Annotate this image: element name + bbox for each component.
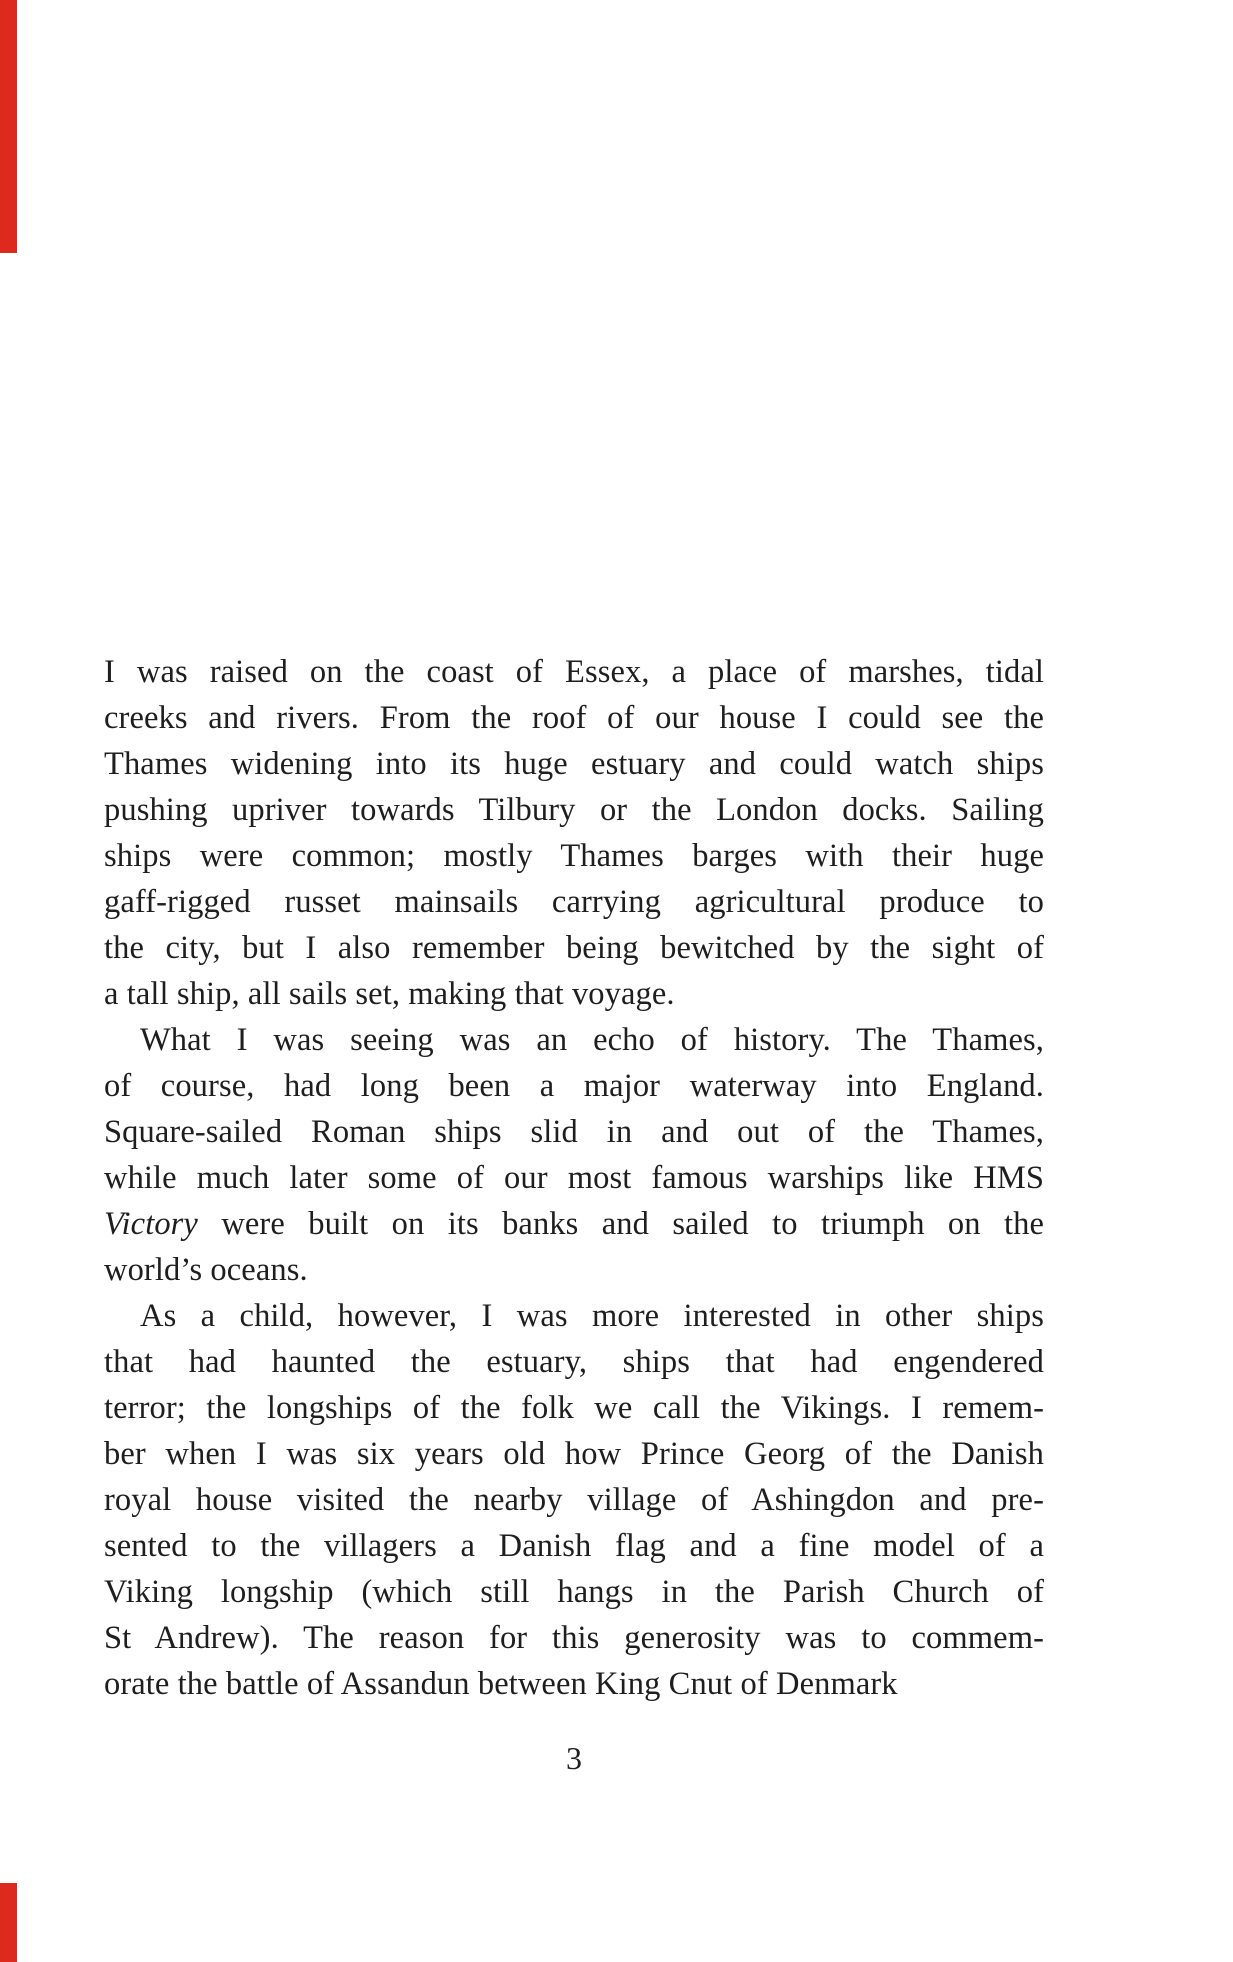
text-line: of course, had long been a major waterway into England. — [104, 1068, 1044, 1104]
text-line: royal house visited the nearby village of Ashingdon and pre- — [104, 1482, 1044, 1518]
text-line: pushing upriver towards Tilbury or the London docks. Sailing — [104, 792, 1044, 828]
text-line: while much later some of our most famous warships like HMS — [104, 1160, 1044, 1196]
text-span: were built on its banks and sailed to triumph on the — [221, 1206, 1044, 1242]
text-line: a tall ship, all sails set, making that voyage. — [104, 976, 675, 1012]
text-line: orate the battle of Assandun between King Cnut of Denmark — [104, 1666, 898, 1702]
scan-edge-strip-top — [0, 0, 17, 253]
text-line: Viking longship (which still hangs in the Parish Church of — [104, 1574, 1044, 1610]
text-line — [104, 1201, 1044, 1247]
text-line: Thames widening into its huge estuary and could watch ships — [104, 746, 1044, 782]
scan-edge-strip-bottom — [0, 1883, 17, 1962]
page-number: 3 — [566, 1740, 582, 1776]
text-line: world’s oceans. — [104, 1252, 308, 1288]
text-line: ber when I was six years old how Prince Georg of the Danish — [104, 1436, 1044, 1472]
text-line: gaff-rigged russet mainsails carrying agricultural produce to — [104, 884, 1044, 920]
italic-text: Victory — [104, 1206, 198, 1242]
text-line: the city, but I also remember being bewitched by the sight of — [104, 930, 1044, 966]
text-line: St Andrew). The reason for this generosity was to commem- — [104, 1620, 1044, 1656]
text-line: What I was seeing was an echo of history. The Thames, — [140, 1022, 1044, 1058]
body-text — [104, 649, 1044, 1707]
text-line: that had haunted the estuary, ships that had engendered — [104, 1344, 1044, 1380]
text-line: As a child, however, I was more interested in other ships — [140, 1298, 1044, 1334]
text-line: sented to the villagers a Danish flag and a fine model of a — [104, 1528, 1044, 1564]
text-line: terror; the longships of the folk we call the Vikings. I remem- — [104, 1390, 1044, 1426]
text-line: ships were common; mostly Thames barges with their huge — [104, 838, 1044, 874]
text-line: I was raised on the coast of Essex, a place of marshes, tidal — [104, 654, 1044, 690]
text-line: creeks and rivers. From the roof of our house I could see the — [104, 700, 1044, 736]
text-line: Square-sailed Roman ships slid in and out of the Thames, — [104, 1114, 1044, 1150]
